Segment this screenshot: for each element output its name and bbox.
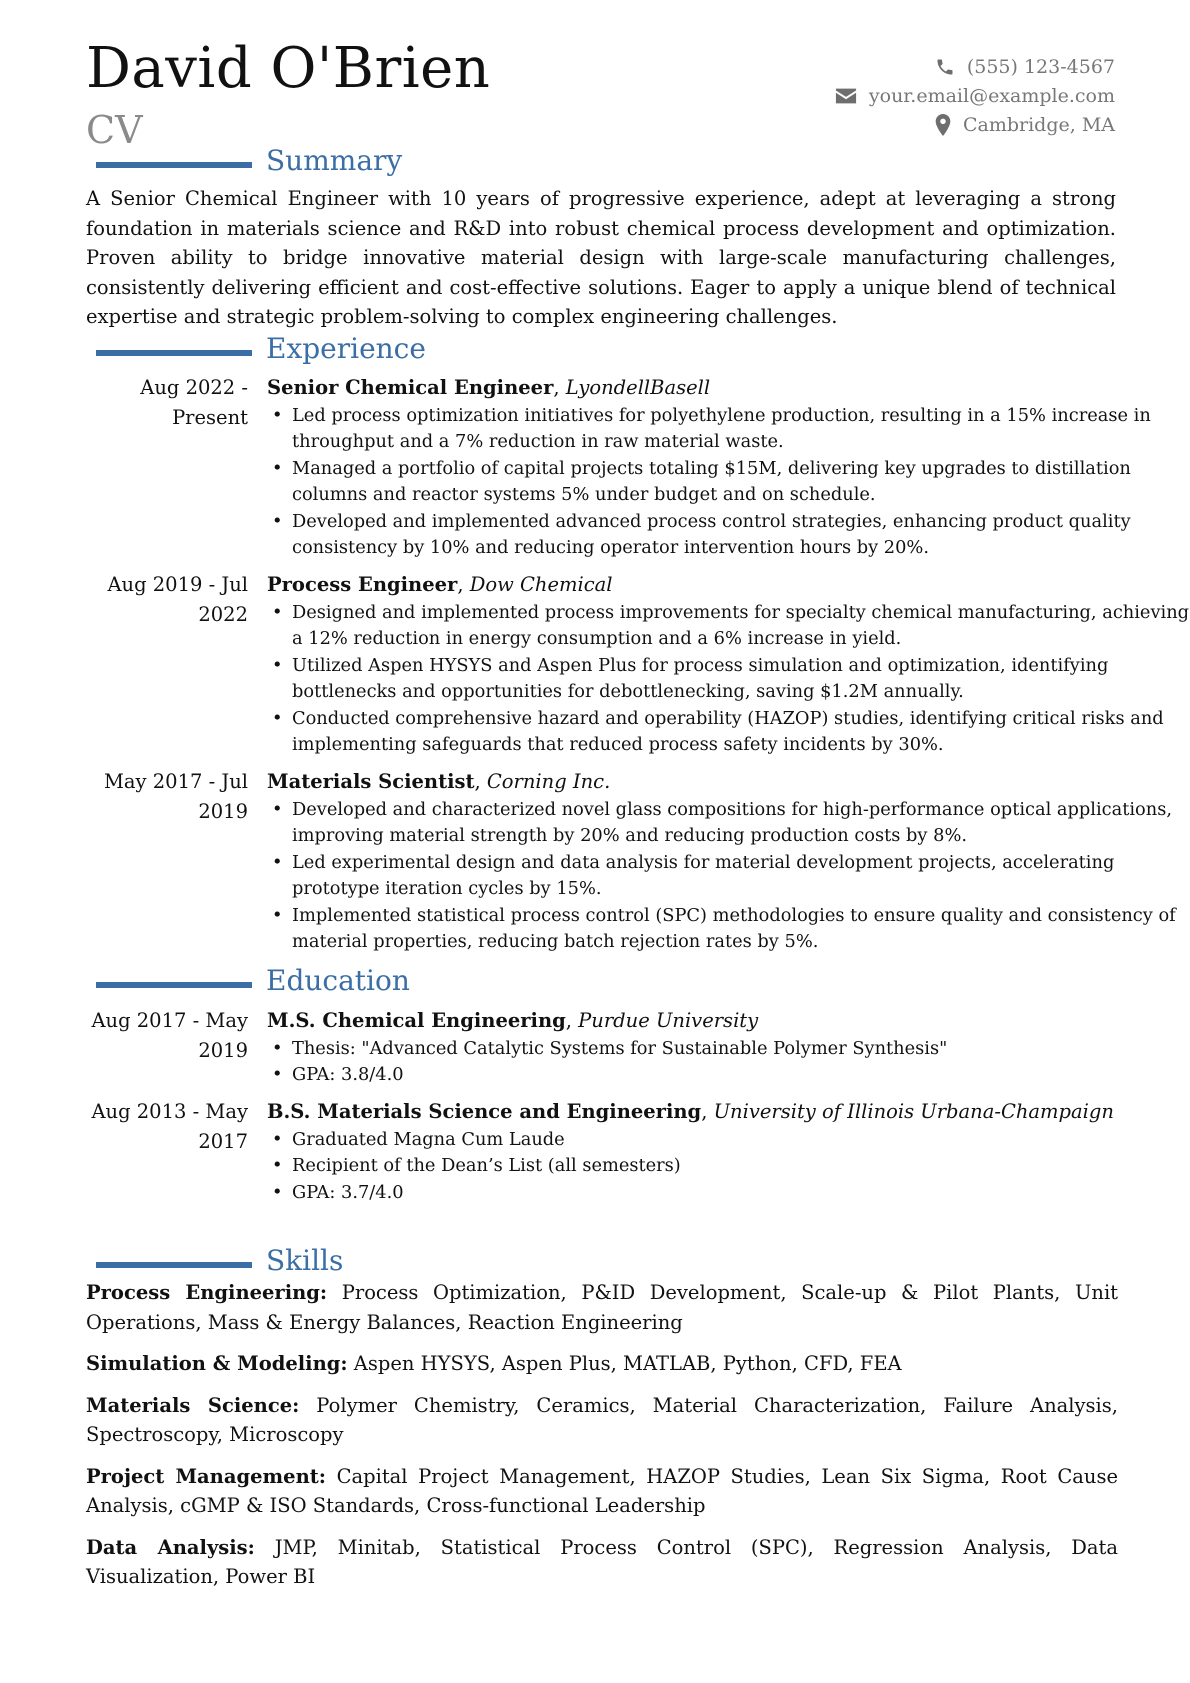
skill-category: Simulation & Modeling: [86, 1352, 348, 1375]
skill-values: JMP, Minitab, Statistical Process Control (SPC), Regression Analysis, Data Visualization, Power BI [86, 1535, 1118, 1588]
bullet-item: • Managed a portfolio of capital projects totaling $15M, delivering key upgrades to distillation columns and reactor systems 5% under budget and on schedule. [267, 456, 1190, 509]
job-title: Materials Scientist [267, 770, 475, 793]
envelope-icon [835, 87, 857, 105]
skill-row [86, 1391, 1118, 1450]
section-title: Education [266, 964, 410, 997]
bullet-list [267, 403, 1190, 562]
skill-row [86, 1278, 1118, 1337]
phone-text: (555) 123-4567 [966, 55, 1115, 78]
map-marker-icon [935, 114, 951, 136]
degree-title: B.S. Materials Science and Engineering [267, 1100, 702, 1123]
person-name: David O'Brien [86, 36, 491, 101]
job-title: Senior Chemical Engineer [267, 376, 554, 399]
bullet-item: • GPA: 3.8/4.0 [267, 1062, 1190, 1089]
entry-content [267, 767, 1190, 956]
skill-row [86, 1462, 1118, 1521]
entry-date: Aug 2017 - May 2019 [91, 1009, 248, 1062]
document-subtitle: CV [86, 108, 143, 152]
section-title: Summary [266, 144, 403, 177]
skill-category: Materials Science: [86, 1393, 300, 1417]
degree-title: M.S. Chemical Engineering [267, 1009, 566, 1032]
bullet-item: • Designed and implemented process improvements for specialty chemical manufacturing, achieving a 12% reduction in energy consumption and a 6% increase in yield. [267, 600, 1190, 653]
bullet-list [267, 600, 1190, 759]
bullet-item: • Developed and implemented advanced process control strategies, enhancing product quality consistency by 10% and reducing operator intervention hours by 20%. [267, 509, 1190, 562]
location-text: Cambridge, MA [962, 113, 1115, 136]
bullet-list [267, 1127, 1190, 1207]
bullet-item: • Conducted comprehensive hazard and operability (HAZOP) studies, identifying critical risks and implementing safeguards that reduced process safety incidents by 30%. [267, 706, 1190, 759]
skill-category: Process Engineering: [86, 1281, 328, 1304]
entry-content [267, 1097, 1190, 1206]
skills-list [86, 1278, 1118, 1604]
entry-date: Aug 2019 - Jul 2022 [107, 573, 248, 626]
bullet-item: • Led process optimization initiatives for polyethylene production, resulting in a 15% increase in throughput and a 7% reduction in raw material waste. [267, 403, 1190, 456]
organization: LyondellBasell [565, 376, 711, 399]
section-accent-bar [96, 162, 252, 168]
contact-location [835, 110, 1115, 139]
bullet-item: • Implemented statistical process control (SPC) methodologies to ensure quality and consistency of material properties, reducing batch rejection rates by 5%. [267, 903, 1190, 956]
section-accent-bar [96, 1262, 252, 1268]
institution: Purdue University [578, 1009, 759, 1032]
bullet-item: • Recipient of the Dean’s List (all semesters) [267, 1153, 1190, 1180]
contact-block [835, 52, 1115, 139]
entry-content [267, 373, 1190, 562]
entry-role: Materials Scientist, Corning Inc. [267, 770, 611, 793]
entry-role: Senior Chemical Engineer, LyondellBasell [267, 376, 711, 399]
entry-role: M.S. Chemical Engineering, Purdue University [267, 1009, 759, 1032]
entry-content [267, 1006, 1190, 1089]
bullet-item: • Graduated Magna Cum Laude [267, 1127, 1190, 1154]
contact-email[interactable] [835, 81, 1115, 110]
bullet-list [267, 797, 1190, 956]
organization: Dow Chemical [469, 573, 613, 596]
skill-category: Data Analysis: [86, 1535, 255, 1559]
skill-category: Project Management: [86, 1464, 326, 1488]
entry-date: Aug 2013 - May 2017 [91, 1100, 248, 1153]
skill-values: Process Optimization, P&ID Development, Scale-up & Pilot Plants, Unit Operations, Mass & Energy Balances, Reaction Engineering [86, 1281, 1119, 1334]
bullet-item: • GPA: 3.7/4.0 [267, 1180, 1190, 1207]
organization: Corning Inc. [486, 770, 611, 793]
phone-icon [935, 57, 955, 77]
skill-values: Capital Project Management, HAZOP Studies, Lean Six Sigma, Root Cause Analysis, cGMP & ISO Standards, Cross-functional Leadership [86, 1464, 1118, 1517]
institution: University of Illinois Urbana-Champaign [713, 1100, 1114, 1123]
skill-values: Polymer Chemistry, Ceramics, Material Characterization, Failure Analysis, Spectroscopy, Microscopy [86, 1393, 1119, 1446]
bullet-list [267, 1036, 1190, 1089]
email-text: your.email@example.com [868, 84, 1115, 107]
section-title: Experience [266, 332, 426, 365]
section-title: Skills [266, 1244, 344, 1277]
skill-row [86, 1533, 1118, 1592]
section-accent-bar [96, 350, 252, 356]
entry-role: B.S. Materials Science and Engineering, University of Illinois Urbana-Champaign [267, 1100, 1114, 1123]
summary-text: A Senior Chemical Engineer with 10 years of progressive experience, adept at leveraging a strong foundation in materials science and R&D into robust chemical process development and optimization. Proven ability to bridge innovative material design with large-scale manufacturing challenges, consistently delivering efficient and cost-effective solutions. Eager to apply a unique blend of technical expertise and strategic problem-solving to complex engineering challenges. [86, 187, 1116, 328]
skill-row [86, 1349, 1118, 1379]
entry-date: May 2017 - Jul 2019 [103, 770, 248, 823]
entry-content [267, 570, 1190, 759]
skill-values: Aspen HYSYS, Aspen Plus, MATLAB, Python, CFD, FEA [353, 1352, 902, 1375]
bullet-item: • Developed and characterized novel glass compositions for high-performance optical applications, improving material strength by 20% and reducing production costs by 8%. [267, 797, 1190, 850]
bullet-item: • Thesis: "Advanced Catalytic Systems for Sustainable Polymer Synthesis" [267, 1036, 1190, 1063]
contact-phone[interactable] [835, 52, 1115, 81]
entry-date: Aug 2022 - Present [140, 376, 248, 429]
bullet-item: • Led experimental design and data analysis for material development projects, accelerating prototype iteration cycles by 15%. [267, 850, 1190, 903]
bullet-item: • Utilized Aspen HYSYS and Aspen Plus for process simulation and optimization, identifying bottlenecks and opportunities for debottlenecking, saving $1.2M annually. [267, 653, 1190, 706]
job-title: Process Engineer [267, 573, 458, 596]
section-accent-bar [96, 982, 252, 988]
entry-role: Process Engineer, Dow Chemical [267, 573, 613, 596]
